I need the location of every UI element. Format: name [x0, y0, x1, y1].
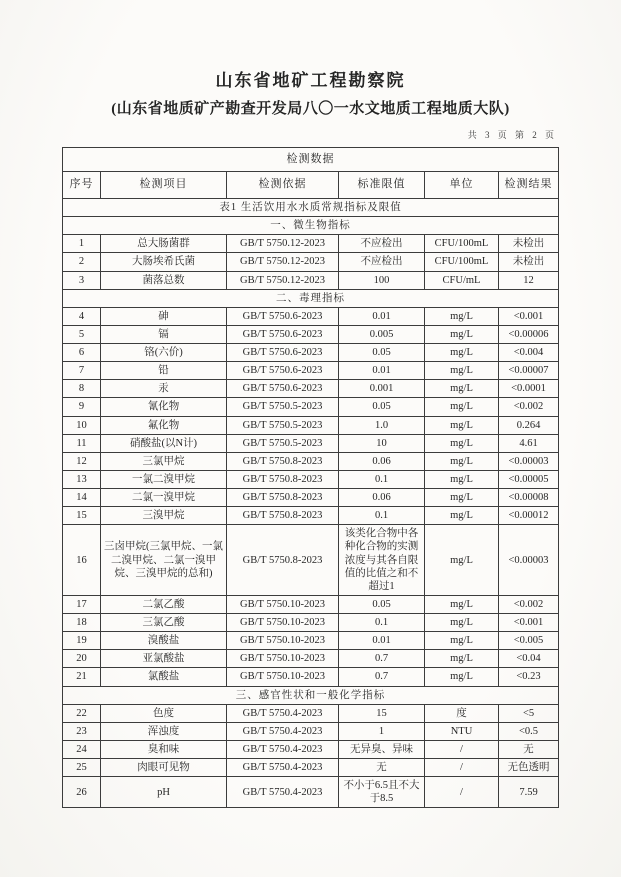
cell-limit: 15: [339, 704, 425, 722]
cell-unit: mg/L: [425, 632, 499, 650]
cell-result: 12: [499, 271, 559, 289]
table-row: [63, 307, 559, 325]
table-row: [63, 614, 559, 632]
cell-item: 菌落总数: [101, 271, 227, 289]
cell-unit: mg/L: [425, 398, 499, 416]
cell-no: 14: [63, 489, 101, 507]
table-caption-row: [63, 148, 559, 172]
cell-unit: CFU/mL: [425, 271, 499, 289]
cell-item: 氰化物: [101, 398, 227, 416]
cell-unit: mg/L: [425, 595, 499, 613]
table-row: [63, 740, 559, 758]
table-row: [63, 470, 559, 488]
cell-no: 8: [63, 380, 101, 398]
column-header-row: [63, 172, 559, 199]
cell-unit: mg/L: [425, 325, 499, 343]
cell-item: 二氯乙酸: [101, 595, 227, 613]
cell-no: 4: [63, 307, 101, 325]
column-header-no: 序号: [63, 172, 101, 199]
table-row: [63, 650, 559, 668]
cell-item: 臭和味: [101, 740, 227, 758]
table-row: [63, 434, 559, 452]
table-row: [63, 398, 559, 416]
cell-limit: 100: [339, 271, 425, 289]
cell-result: <0.002: [499, 595, 559, 613]
cell-method: GB/T 5750.10-2023: [227, 632, 339, 650]
section-row: [63, 686, 559, 704]
cell-result: 无: [499, 740, 559, 758]
table-row: [63, 344, 559, 362]
cell-method: GB/T 5750.4-2023: [227, 740, 339, 758]
table-caption: 检测数据: [63, 148, 559, 172]
table-row: [63, 777, 559, 808]
table-row: [63, 271, 559, 289]
cell-result: <0.00007: [499, 362, 559, 380]
cell-no: 17: [63, 595, 101, 613]
table-row: [63, 704, 559, 722]
cell-no: 12: [63, 452, 101, 470]
org-title: 山东省地矿工程勘察院: [215, 71, 406, 90]
table-row: [63, 668, 559, 686]
cell-no: 25: [63, 759, 101, 777]
cell-limit: 0.06: [339, 489, 425, 507]
cell-limit: 0.06: [339, 452, 425, 470]
column-header-limit: 标准限值: [339, 172, 425, 199]
cell-result: <0.004: [499, 344, 559, 362]
cell-limit: 0.1: [339, 507, 425, 525]
cell-unit: mg/L: [425, 452, 499, 470]
table-row: [63, 452, 559, 470]
cell-item: 铅: [101, 362, 227, 380]
section-label: 表1 生活饮用水水质常规指标及限值: [63, 199, 559, 217]
cell-unit: mg/L: [425, 380, 499, 398]
cell-no: 11: [63, 434, 101, 452]
cell-no: 10: [63, 416, 101, 434]
cell-item: 三氯乙酸: [101, 614, 227, 632]
cell-result: <0.001: [499, 307, 559, 325]
cell-item: 溴酸盐: [101, 632, 227, 650]
cell-limit: 该类化合物中各种化合物的实测浓度与其各自限值的比值之和不超过1: [339, 525, 425, 596]
cell-limit: 不应检出: [339, 235, 425, 253]
table-row: [63, 632, 559, 650]
cell-limit: 0.05: [339, 344, 425, 362]
cell-no: 21: [63, 668, 101, 686]
cell-unit: mg/L: [425, 507, 499, 525]
cell-method: GB/T 5750.8-2023: [227, 489, 339, 507]
column-header-result: 检测结果: [499, 172, 559, 199]
cell-result: <0.00006: [499, 325, 559, 343]
cell-method: GB/T 5750.10-2023: [227, 595, 339, 613]
cell-unit: mg/L: [425, 470, 499, 488]
cell-limit: 0.7: [339, 650, 425, 668]
results-table: [62, 147, 559, 808]
table-row: [63, 525, 559, 596]
cell-method: GB/T 5750.8-2023: [227, 507, 339, 525]
cell-item: 汞: [101, 380, 227, 398]
cell-no: 24: [63, 740, 101, 758]
cell-unit: mg/L: [425, 434, 499, 452]
section-label: 二、毒理指标: [63, 289, 559, 307]
cell-unit: mg/L: [425, 416, 499, 434]
cell-limit: 0.1: [339, 470, 425, 488]
table-row: [63, 489, 559, 507]
cell-no: 7: [63, 362, 101, 380]
cell-item: 三氯甲烷: [101, 452, 227, 470]
cell-item: 硝酸盐(以N计): [101, 434, 227, 452]
section-label: 三、感官性状和一般化学指标: [63, 686, 559, 704]
cell-method: GB/T 5750.6-2023: [227, 307, 339, 325]
cell-method: GB/T 5750.8-2023: [227, 525, 339, 596]
cell-result: 4.61: [499, 434, 559, 452]
table-row: [63, 362, 559, 380]
cell-method: GB/T 5750.10-2023: [227, 668, 339, 686]
cell-item: 三卤甲烷(三氯甲烷、一氯二溴甲烷、二氯一溴甲烷、三溴甲烷的总和): [101, 525, 227, 596]
cell-method: GB/T 5750.6-2023: [227, 380, 339, 398]
cell-limit: 0.7: [339, 668, 425, 686]
cell-method: GB/T 5750.5-2023: [227, 434, 339, 452]
cell-limit: 0.01: [339, 632, 425, 650]
cell-method: GB/T 5750.5-2023: [227, 398, 339, 416]
cell-unit: mg/L: [425, 307, 499, 325]
cell-limit: 10: [339, 434, 425, 452]
table-row: [63, 722, 559, 740]
cell-limit: 0.01: [339, 307, 425, 325]
cell-method: GB/T 5750.12-2023: [227, 235, 339, 253]
cell-item: 大肠埃希氏菌: [101, 253, 227, 271]
cell-limit: 无: [339, 759, 425, 777]
cell-no: 3: [63, 271, 101, 289]
cell-no: 9: [63, 398, 101, 416]
cell-result: <0.04: [499, 650, 559, 668]
cell-limit: 不应检出: [339, 253, 425, 271]
cell-result: <0.00003: [499, 525, 559, 596]
cell-item: 镉: [101, 325, 227, 343]
cell-no: 2: [63, 253, 101, 271]
cell-result: <5: [499, 704, 559, 722]
cell-unit: mg/L: [425, 489, 499, 507]
cell-unit: 度: [425, 704, 499, 722]
cell-no: 18: [63, 614, 101, 632]
cell-item: 亚氯酸盐: [101, 650, 227, 668]
cell-result: <0.002: [499, 398, 559, 416]
cell-result: 未检出: [499, 235, 559, 253]
cell-method: GB/T 5750.12-2023: [227, 253, 339, 271]
cell-result: 7.59: [499, 777, 559, 808]
cell-limit: 0.05: [339, 595, 425, 613]
cell-limit: 0.05: [339, 398, 425, 416]
cell-method: GB/T 5750.5-2023: [227, 416, 339, 434]
cell-item: 三溴甲烷: [101, 507, 227, 525]
cell-no: 15: [63, 507, 101, 525]
cell-item: 砷: [101, 307, 227, 325]
cell-method: GB/T 5750.12-2023: [227, 271, 339, 289]
column-header-method: 检测依据: [227, 172, 339, 199]
cell-limit: 不小于6.5且不大于8.5: [339, 777, 425, 808]
cell-item: pH: [101, 777, 227, 808]
cell-method: GB/T 5750.10-2023: [227, 650, 339, 668]
cell-result: <0.23: [499, 668, 559, 686]
cell-no: 13: [63, 470, 101, 488]
cell-unit: CFU/100mL: [425, 235, 499, 253]
section-label: 一、微生物指标: [63, 217, 559, 235]
cell-limit: 0.001: [339, 380, 425, 398]
cell-method: GB/T 5750.8-2023: [227, 452, 339, 470]
cell-result: 未检出: [499, 253, 559, 271]
document-header: [0, 0, 621, 118]
cell-result: <0.0001: [499, 380, 559, 398]
results-table-body: [63, 199, 559, 808]
section-row: [63, 199, 559, 217]
cell-result: <0.00003: [499, 452, 559, 470]
table-row: [63, 235, 559, 253]
cell-unit: mg/L: [425, 362, 499, 380]
cell-result: <0.001: [499, 614, 559, 632]
cell-no: 16: [63, 525, 101, 596]
cell-item: 氯酸盐: [101, 668, 227, 686]
cell-item: 铬(六价): [101, 344, 227, 362]
cell-item: 色度: [101, 704, 227, 722]
cell-limit: 0.1: [339, 614, 425, 632]
column-header-unit: 单位: [425, 172, 499, 199]
cell-method: GB/T 5750.10-2023: [227, 614, 339, 632]
cell-limit: 0.005: [339, 325, 425, 343]
results-table-container: [62, 147, 558, 808]
cell-no: 20: [63, 650, 101, 668]
cell-limit: 1: [339, 722, 425, 740]
cell-unit: NTU: [425, 722, 499, 740]
cell-limit: 1.0: [339, 416, 425, 434]
cell-no: 19: [63, 632, 101, 650]
table-row: [63, 507, 559, 525]
cell-no: 22: [63, 704, 101, 722]
cell-method: GB/T 5750.6-2023: [227, 325, 339, 343]
org-subtitle: (山东省地质矿产勘查开发局八〇一水文地质工程地质大队): [111, 101, 510, 117]
cell-unit: mg/L: [425, 668, 499, 686]
cell-no: 1: [63, 235, 101, 253]
cell-limit: 无异臭、异味: [339, 740, 425, 758]
table-row: [63, 759, 559, 777]
table-row: [63, 416, 559, 434]
cell-no: 5: [63, 325, 101, 343]
cell-result: <0.00008: [499, 489, 559, 507]
table-row: [63, 325, 559, 343]
cell-method: GB/T 5750.4-2023: [227, 704, 339, 722]
cell-unit: /: [425, 759, 499, 777]
cell-item: 肉眼可见物: [101, 759, 227, 777]
column-header-item: 检测项目: [101, 172, 227, 199]
cell-item: 总大肠菌群: [101, 235, 227, 253]
cell-result: 0.264: [499, 416, 559, 434]
cell-item: 二氯一溴甲烷: [101, 489, 227, 507]
page-indicator: 共 3 页 第 2 页: [467, 130, 557, 140]
cell-item: 氟化物: [101, 416, 227, 434]
cell-unit: /: [425, 777, 499, 808]
cell-item: 一氯二溴甲烷: [101, 470, 227, 488]
cell-method: GB/T 5750.4-2023: [227, 759, 339, 777]
table-row: [63, 380, 559, 398]
cell-result: <0.00012: [499, 507, 559, 525]
table-row: [63, 595, 559, 613]
cell-method: GB/T 5750.4-2023: [227, 777, 339, 808]
cell-result: 无色透明: [499, 759, 559, 777]
cell-unit: mg/L: [425, 650, 499, 668]
cell-result: <0.005: [499, 632, 559, 650]
cell-method: GB/T 5750.8-2023: [227, 470, 339, 488]
cell-limit: 0.01: [339, 362, 425, 380]
cell-unit: /: [425, 740, 499, 758]
cell-no: 6: [63, 344, 101, 362]
table-row: [63, 253, 559, 271]
cell-method: GB/T 5750.4-2023: [227, 722, 339, 740]
cell-result: <0.00005: [499, 470, 559, 488]
cell-item: 浑浊度: [101, 722, 227, 740]
cell-method: GB/T 5750.6-2023: [227, 344, 339, 362]
cell-unit: mg/L: [425, 614, 499, 632]
cell-method: GB/T 5750.6-2023: [227, 362, 339, 380]
cell-unit: CFU/100mL: [425, 253, 499, 271]
cell-result: <0.5: [499, 722, 559, 740]
cell-no: 23: [63, 722, 101, 740]
cell-no: 26: [63, 777, 101, 808]
cell-unit: mg/L: [425, 525, 499, 596]
cell-unit: mg/L: [425, 344, 499, 362]
section-row: [63, 217, 559, 235]
section-row: [63, 289, 559, 307]
